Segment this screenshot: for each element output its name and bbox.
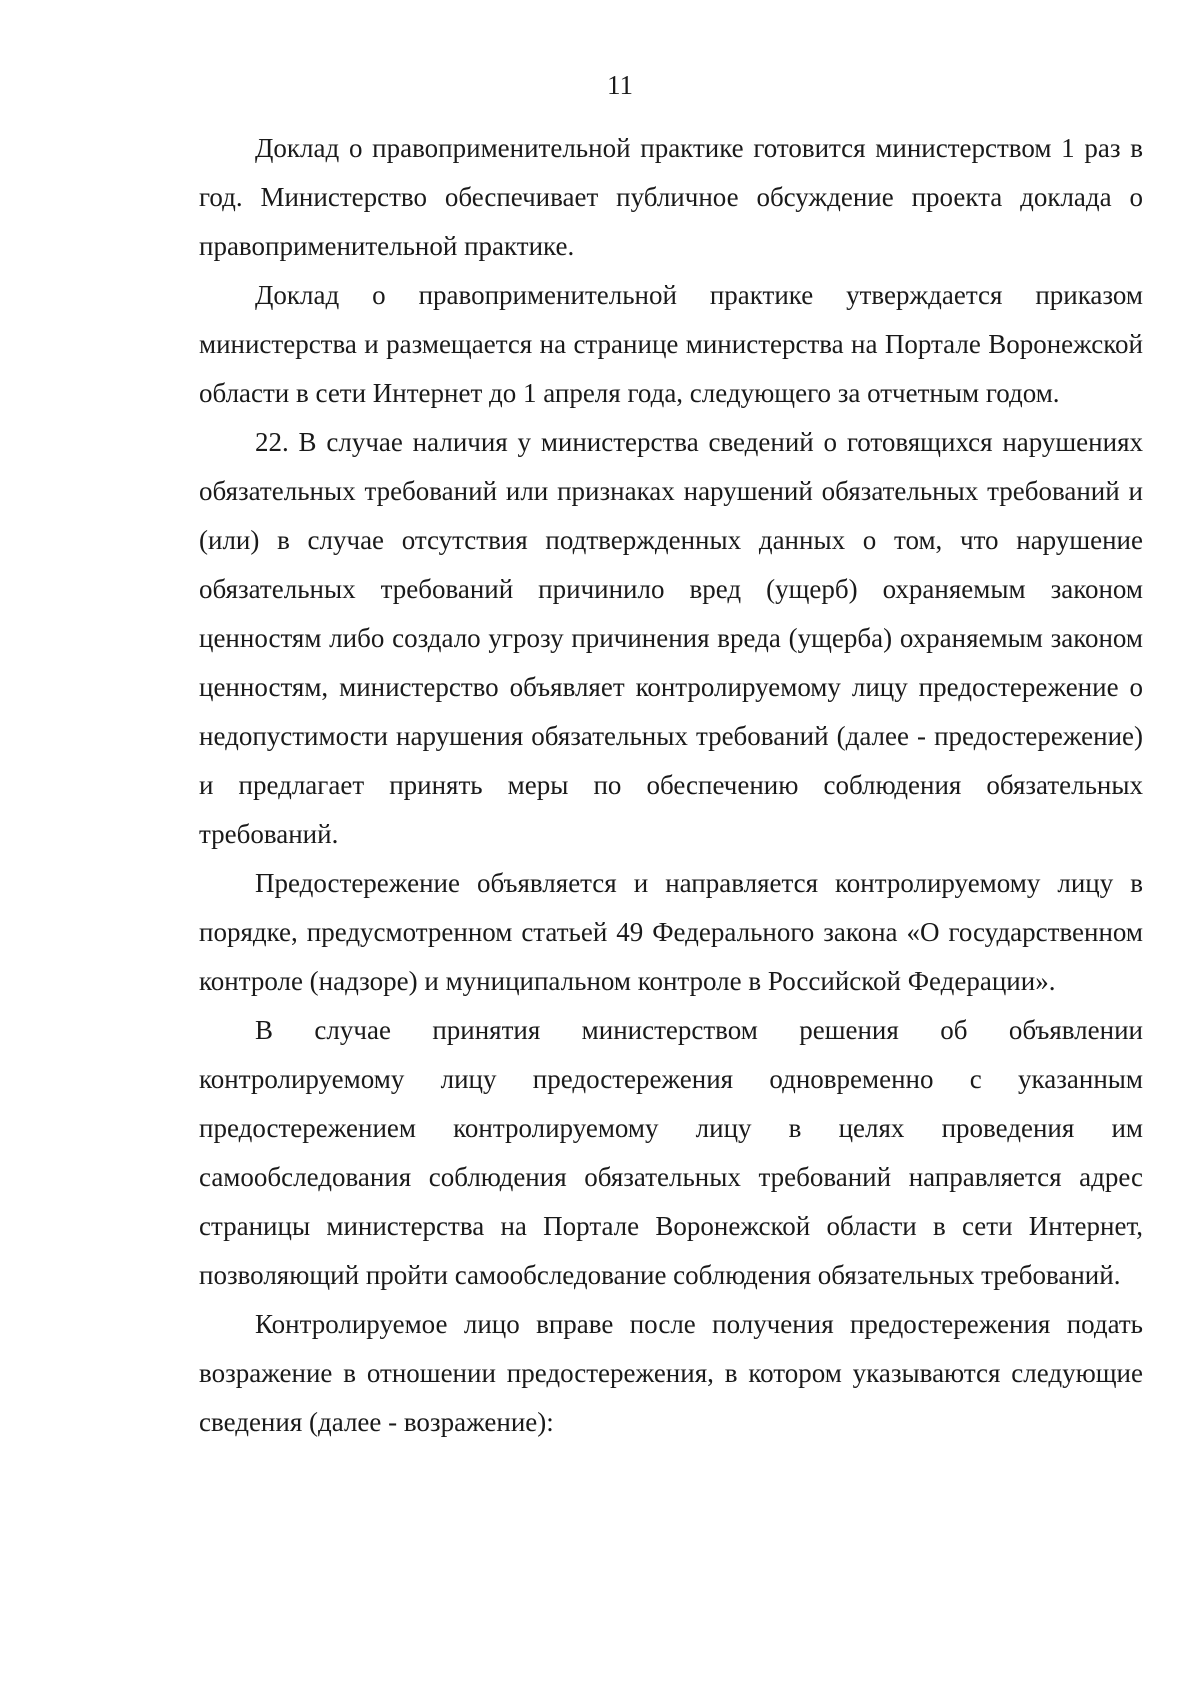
page-number: 11 [607, 70, 633, 100]
paragraph-report-frequency: Доклад о правоприменительной практике готовится министерством 1 раз в год. Министерство обеспечивает публичное обсуждение проекта доклада о правоприменительной практике. [199, 133, 1143, 261]
paragraph-objection: Контролируемое лицо вправе после получения предостережения подать возражение в отношении предостережения, в котором указываются следующие сведения (далее - возражение): [199, 1309, 1143, 1437]
document-body [199, 124, 1143, 1447]
paragraph-warning-procedure: Предостережение объявляется и направляется контролируемому лицу в порядке, предусмотренном статьей 49 Федерального закона «О государственном контроле (надзоре) и муниципальном контроле в Российской Федерации». [199, 868, 1143, 996]
paragraph-report-approval: Доклад о правоприменительной практике утверждается приказом министерства и размещается на странице министерства на Портале Воронежской области в сети Интернет до 1 апреля года, следующего за отчетным годом. [199, 280, 1143, 408]
paragraph-self-examination: В случае принятия министерством решения об объявлении контролируемому лицу предостережения одновременно с указанным предостережением контролируемому лицу в целях проведения им самообследования соблюдения обязательных требований направляется адрес страницы министерства на Портале Воронежской области в сети Интернет, позволяющий пройти самообследование соблюдения обязательных требований. [199, 1015, 1143, 1290]
paragraph-22-warning: 22. В случае наличия у министерства сведений о готовящихся нарушениях обязательных требований или признаках нарушений обязательных требований и (или) в случае отсутствия подтвержденных данных о том, что нарушение обязательных требований причинило вред (ущерб) охраняемым законом ценностям либо создало угрозу причинения вреда (ущерба) охраняемым законом ценностям, министерство объявляет контролируемому лицу предостережение о недопустимости нарушения обязательных требований (далее - предостережение) и предлагает принять меры по обеспечению соблюдения обязательных требований. [199, 427, 1143, 849]
